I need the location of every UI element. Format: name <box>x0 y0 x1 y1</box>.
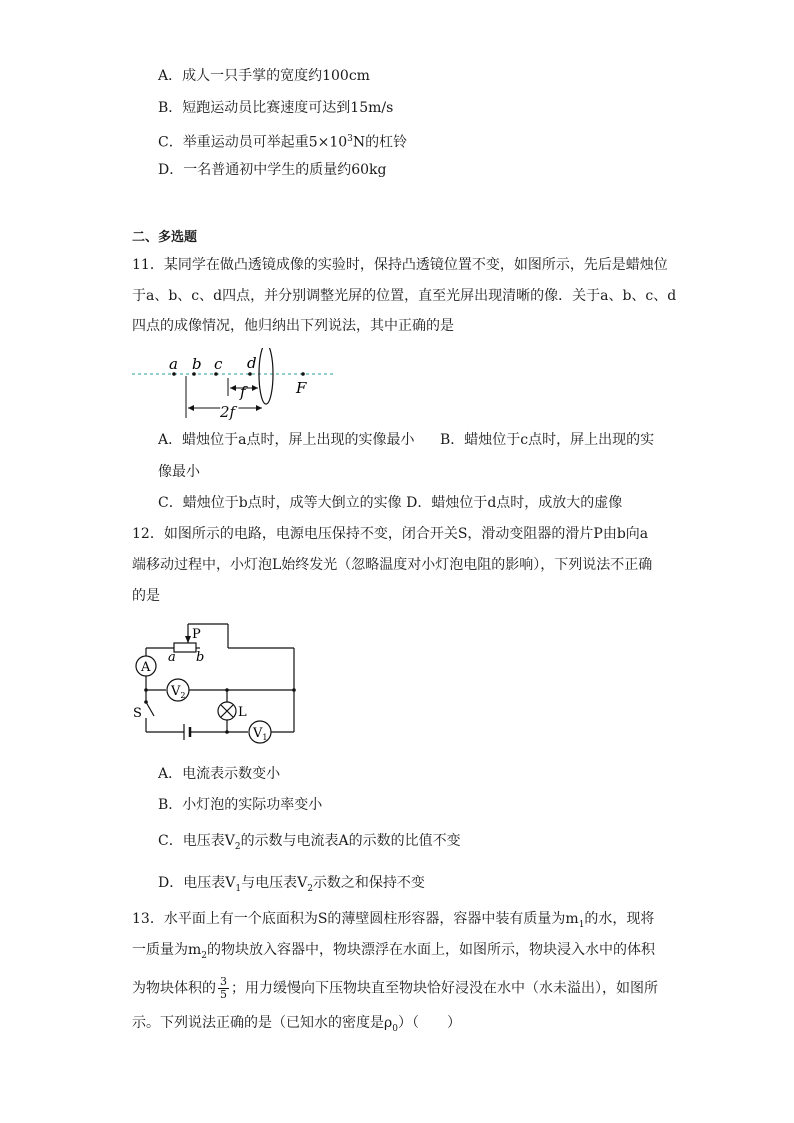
lens-diagram <box>130 348 340 428</box>
q12-stem-line3: 的是 <box>132 588 160 604</box>
q12-stem-line1: 12．如图所示的电路，电源电压保持不变，闭合开关S，滑动变阻器的滑片P由b向a <box>132 526 649 542</box>
switch-S-label: S <box>133 706 142 721</box>
voltmeter-v2-label: $V_2$ <box>171 684 186 700</box>
ammeter-label: A <box>141 660 151 675</box>
q13-stem-line4: 示。下列说法正确的是（已知水的密度是$\rho_0$）（ ） <box>132 1015 461 1034</box>
q13-stem-line1: 13．水平面上有一个底面积为S的薄壁圆柱形容器，容器中装有质量为$m_1$的水，现将 <box>132 911 655 930</box>
q11-option-b: B．蜡烛位于c点时，屏上出现的实 <box>440 432 655 448</box>
two-f-label: 2f <box>220 403 236 421</box>
f-label: f <box>240 383 246 401</box>
q10-option-d: D．一名普通初中学生的质量约60kg <box>158 162 387 178</box>
q10-option-b: B．短跑运动员比赛速度可达到15m/s <box>158 100 394 116</box>
q10-option-a: A．成人一只手掌的宽度约100cm <box>158 68 370 84</box>
circuit-diagram <box>128 618 300 746</box>
point-b-label: b <box>192 355 202 373</box>
end-a-label: a <box>168 650 176 665</box>
q13-stem-line3: 为物块体积的 $\frac{3}{5}$ ；用力缓慢向下压物块直至物块恰好浸没在水中（水未溢出），如图所 <box>132 975 658 1001</box>
q12-stem-line2: 端移动过程中，小灯泡L始终发光（忽略温度对小灯泡电阻的影响），下列说法不正确 <box>132 557 653 573</box>
point-d-label: d <box>247 354 257 372</box>
voltmeter-v1-label: $V_1$ <box>253 726 268 742</box>
q11-stem-line1: 11．某同学在做凸透镜成像的实验时，保持凸透镜位置不变，如图所示，先后是蜡烛位 <box>132 257 668 273</box>
q11-option-c-d: C．蜡烛位于b点时，成等大倒立的实像 D．蜡烛位于d点时，成放大的虚像 <box>158 495 623 511</box>
section-title: 二、多选题 <box>132 230 198 245</box>
q11-stem-line2: 于a、b、c、d四点，并分别调整光屏的位置，直至光屏出现清晰的像．关于a、b、c、d <box>132 288 677 304</box>
point-c-label: c <box>214 355 223 373</box>
q12-option-c: C．电压表$V_2$的示数与电流表A的示数的比值不变 <box>158 833 461 852</box>
end-b-label: b <box>196 650 205 665</box>
q10-option-c: C．举重运动员可举起重$5\times 10^3N$的杠铃 <box>158 134 408 151</box>
q11-stem-line3: 四点的成像情况，他归纳出下列说法，其中正确的是 <box>132 318 454 334</box>
q12-option-d: D．电压表$V_1$与电压表$V_2$示数之和保持不变 <box>158 875 425 894</box>
q12-option-b: B．小灯泡的实际功率变小 <box>158 797 323 813</box>
point-a-label: a <box>169 355 178 373</box>
q11-option-b-cont: 像最小 <box>158 464 200 480</box>
q12-option-a: A．电流表示数变小 <box>158 766 281 782</box>
slider-P-label: P <box>192 627 201 642</box>
q11-option-a: A．蜡烛位于a点时，屏上出现的实像最小 <box>158 432 415 448</box>
fraction: $\frac{3}{5}$ <box>220 975 227 1001</box>
lamp-L-label: L <box>238 705 247 720</box>
q13-stem-line2: 一质量为$m_2$的物块放入容器中，物块漂浮在水面上，如图所示，物块浸入水中的体积 <box>132 942 656 961</box>
focus-F-label: F <box>296 379 307 397</box>
